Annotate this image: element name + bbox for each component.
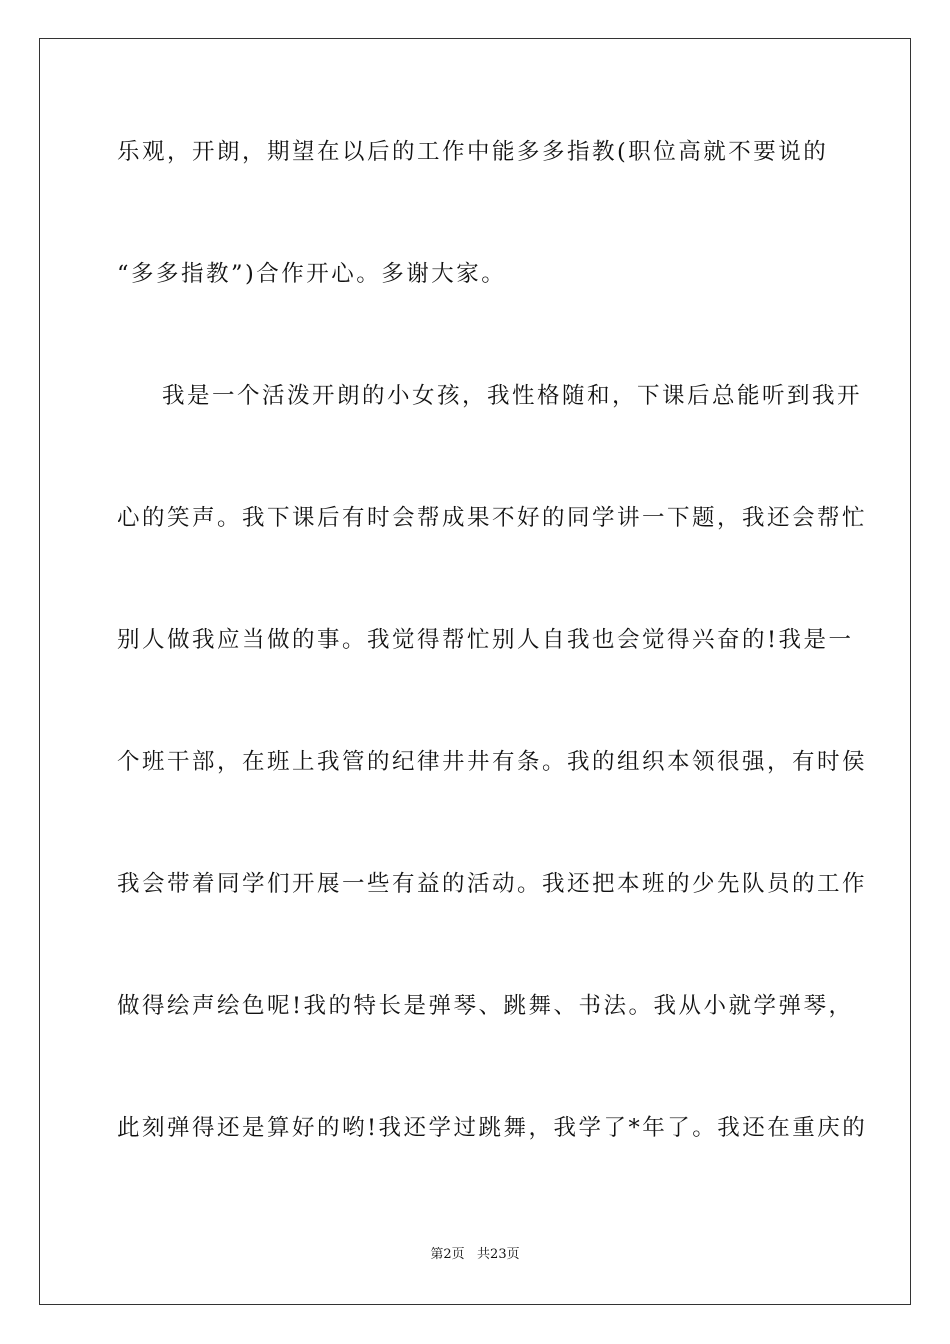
paragraph-line-1: 乐观，开朗，期望在以后的工作中能多多指教(职位高就不要说的: [117, 139, 829, 165]
paragraph-line-5: 别人做我应当做的事。我觉得帮忙别人自我也会觉得兴奋的!我是一: [117, 627, 854, 653]
paragraph-line-6: 个班干部，在班上我管的纪律井井有条。我的组织本领很强，有时侯: [117, 749, 868, 775]
page-number-footer: 第2页 共23页: [430, 1247, 520, 1262]
paragraph-line-9: 此刻弹得还是算好的哟!我还学过跳舞，我学了*年了。我还在重庆的: [117, 1115, 868, 1141]
paragraph-line-4: 心的笑声。我下课后有时会帮成果不好的同学讲一下题，我还会帮忙: [117, 505, 868, 531]
paragraph-line-3: 我是一个活泼开朗的小女孩，我性格随和，下课后总能听到我开: [162, 383, 863, 409]
paragraph-line-8: 做得绘声绘色呢!我的特长是弹琴、跳舞、书法。我从小就学弹琴，: [117, 993, 854, 1019]
paragraph-line-2: “多多指教”)合作开心。多谢大家。: [117, 261, 507, 287]
paragraph-line-7: 我会带着同学们开展一些有益的活动。我还把本班的少先队员的工作: [117, 871, 868, 897]
